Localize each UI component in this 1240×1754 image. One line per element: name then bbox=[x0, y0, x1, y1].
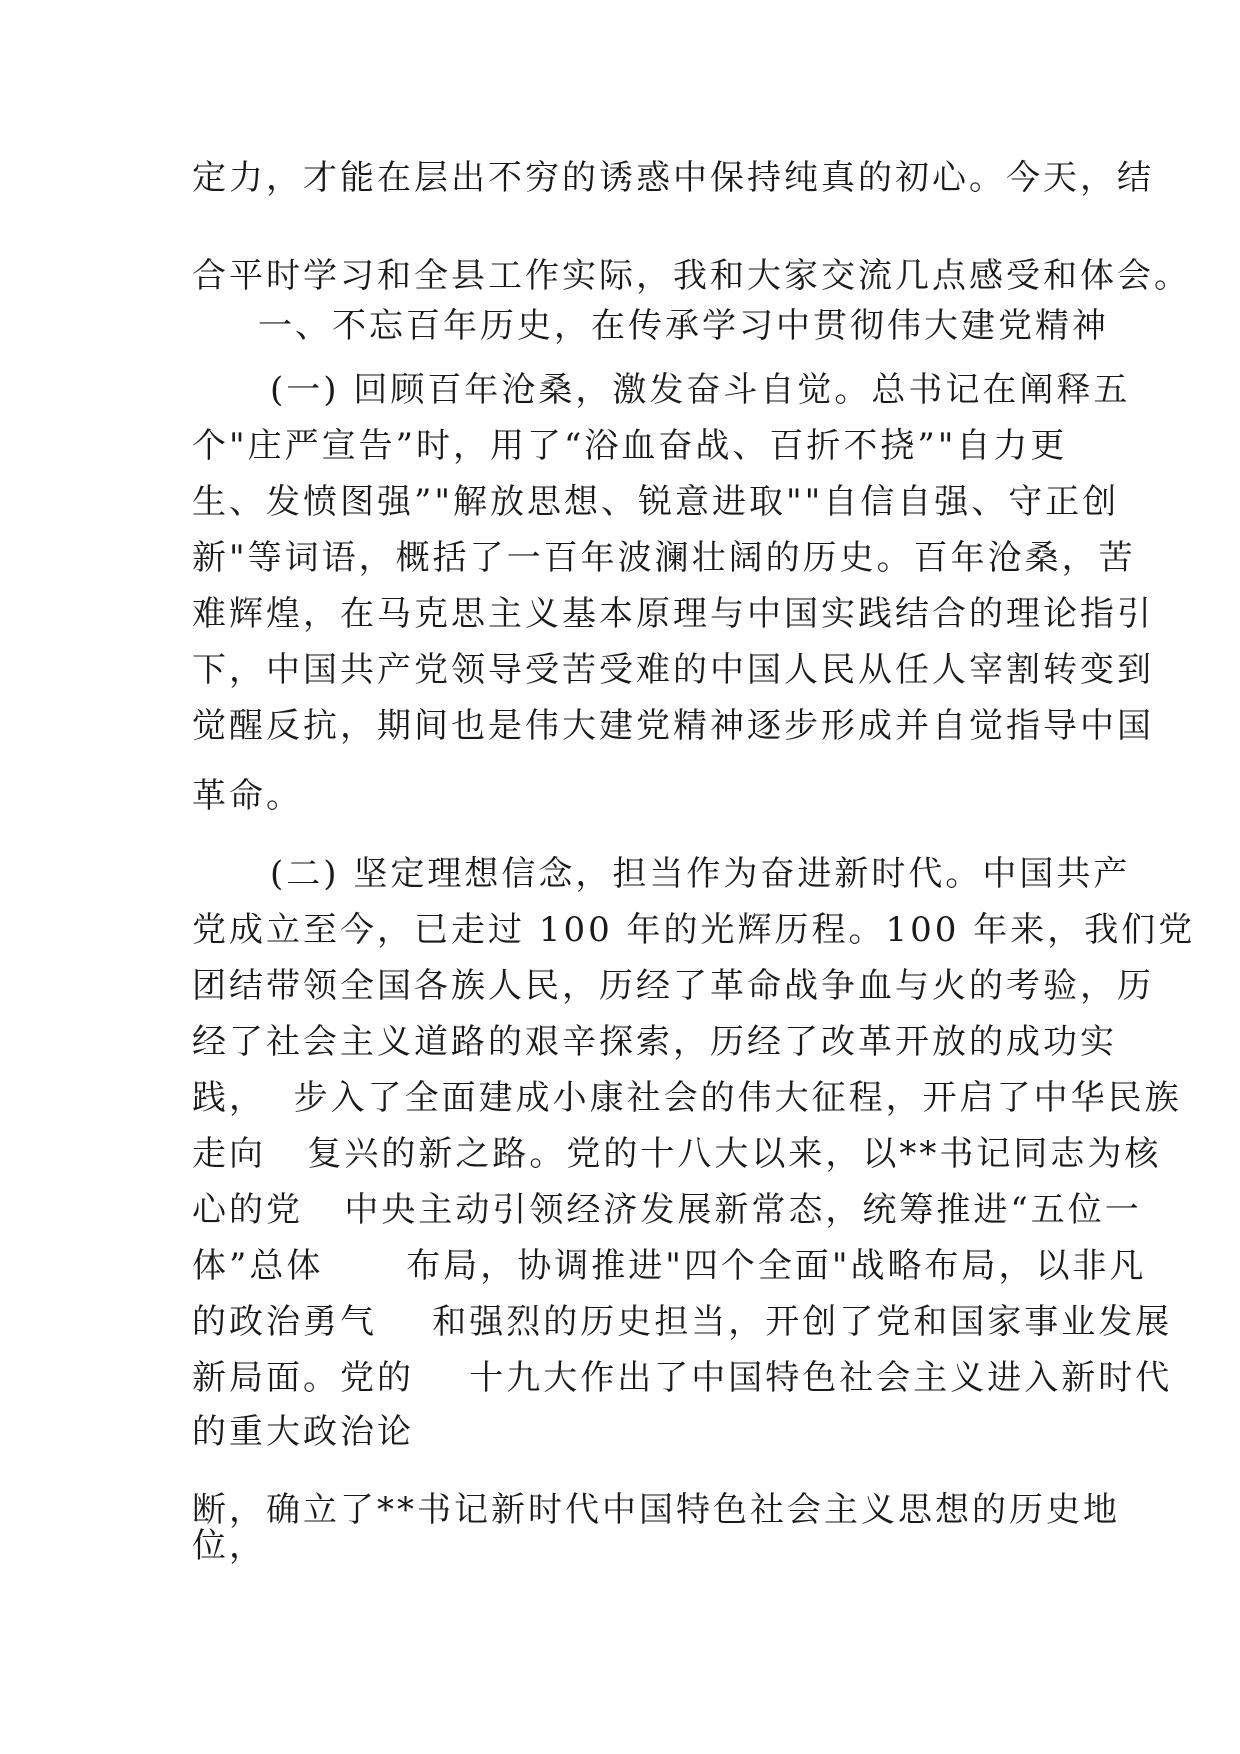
text-line: 定力，才能在层出不穷的诱惑中保持纯真的初心。今天，结 bbox=[192, 158, 1154, 198]
text-line: 下，中国共产党领导受苦受难的中国人民从任人宰割转变到 bbox=[192, 650, 1154, 690]
text-line: 合平时学习和全县工作实际，我和大家交流几点感受和体会。 bbox=[192, 256, 1191, 296]
text-line: 经了社会主义道路的艰辛探索，历经了改革开放的成功实 bbox=[192, 1022, 1117, 1062]
text-line: 的重大政治论 bbox=[192, 1412, 414, 1452]
subsection-heading: (二) 坚定理想信念，担当作为奋进新时代。中国共产 bbox=[270, 854, 1131, 894]
text-line: 新局面。党的 十九大作出了中国特色社会主义进入新时代 bbox=[192, 1358, 1173, 1398]
text-line: 体”总体 布局，协调推进"四个全面"战略布局，以非凡 bbox=[192, 1246, 1147, 1286]
text-line: 心的党 中央主动引领经济发展新常态，统筹推进“五位一 bbox=[192, 1190, 1142, 1230]
text-line: 生、发愤图强”"解放思想、锐意进取""自信自强、守正创 bbox=[192, 482, 1120, 522]
text-line: 团结带领全国各族人民，历经了革命战争血与火的考验，历 bbox=[192, 966, 1154, 1006]
text-line: 新"等词语，概括了一百年波澜壮阔的历史。百年沧桑，苦 bbox=[192, 538, 1136, 578]
text-line: 个"庄严宣告”时，用了“浴血奋战、百折不挠”"自力更 bbox=[192, 426, 1068, 466]
text-line: 位， bbox=[192, 1526, 266, 1566]
text-line: 觉醒反抗，期间也是伟大建党精神逐步形成并自觉指导中国 bbox=[192, 706, 1154, 746]
text-line: 党成立至今，已走过 100 年的光辉历程。100 年来，我们党 bbox=[192, 910, 1196, 950]
text-line: 的政治勇气 和强烈的历史担当，开创了党和国家事业发展 bbox=[192, 1302, 1173, 1342]
text-line: 走向 复兴的新之路。党的十八大以来，以**书记同志为核 bbox=[192, 1134, 1162, 1174]
text-line: 践， 步入了全面建成小康社会的伟大征程，开启了中华民族 bbox=[192, 1078, 1182, 1118]
text-line: 断，确立了**书记新时代中国特色社会主义思想的历史地 bbox=[192, 1490, 1120, 1530]
text-line: 革命。 bbox=[192, 776, 303, 816]
section-heading: 一、不忘百年历史，在传承学习中贯彻伟大建党精神 bbox=[258, 306, 1109, 346]
text-line: 难辉煌，在马克思主义基本原理与中国实践结合的理论指引 bbox=[192, 594, 1154, 634]
subsection-heading: (一) 回顾百年沧桑，激发奋斗自觉。总书记在阐释五 bbox=[270, 370, 1131, 410]
